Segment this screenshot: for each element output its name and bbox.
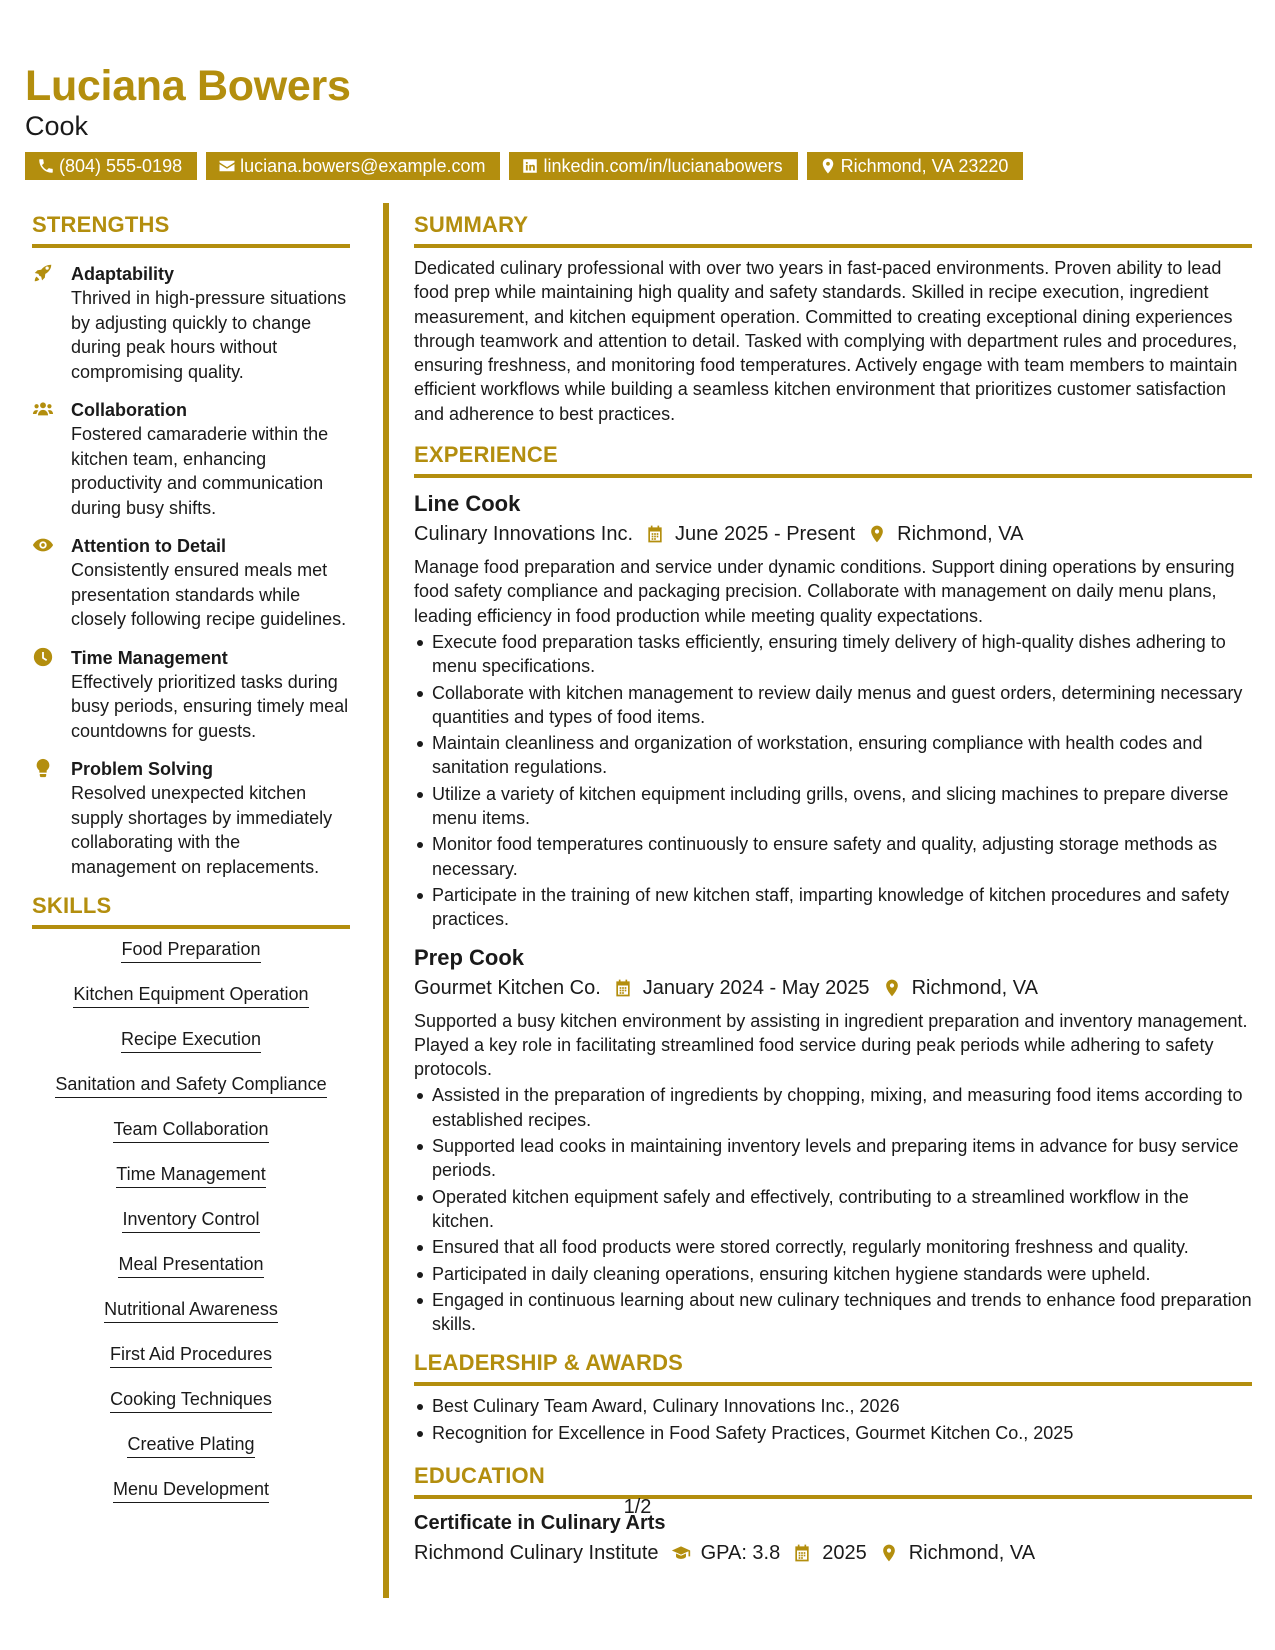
strength-item bbox=[32, 534, 350, 632]
job-entry bbox=[414, 944, 1252, 1337]
job-meta bbox=[414, 974, 1252, 1002]
strength-desc: Fostered camaraderie within the kitchen team, enhancing productivity and communication during busy shifts. bbox=[71, 424, 329, 518]
skills-heading: SKILLS bbox=[32, 893, 350, 929]
list-item: Best Culinary Team Award, Culinary Innovations Inc., 2026 bbox=[414, 1394, 1252, 1418]
contact-email-text: luciana.bowers@example.com bbox=[240, 156, 486, 176]
skill-item: Creative Plating bbox=[127, 1432, 254, 1458]
education-year: 2025 bbox=[822, 1541, 867, 1564]
education-heading: EDUCATION bbox=[414, 1463, 1252, 1499]
left-column bbox=[32, 212, 350, 1522]
skill-item: Nutritional Awareness bbox=[104, 1297, 278, 1323]
list-item: Engaged in continuous learning about new culinary techniques and trends to enhance food preparation skills. bbox=[414, 1288, 1252, 1337]
list-item: Assisted in the preparation of ingredients by chopping, mixing, and measuring food items according to established recipes. bbox=[414, 1083, 1252, 1132]
education-gpa: GPA: 3.8 bbox=[700, 1541, 781, 1564]
list-item: Collaborate with kitchen management to review daily menus and guest orders, determining necessary quantities and types of food items. bbox=[414, 681, 1252, 730]
education-meta bbox=[414, 1539, 1252, 1567]
users-icon bbox=[32, 398, 54, 420]
job-location: Richmond, VA bbox=[897, 523, 1024, 546]
list-item: Operated kitchen equipment safely and effectively, contributing to a streamlined workflow in the kitchen. bbox=[414, 1185, 1252, 1234]
list-item: Maintain cleanliness and organization of workstation, ensuring compliance with health codes and sanitation regulations. bbox=[414, 731, 1252, 780]
column-divider bbox=[383, 203, 389, 1598]
education-degree: Certificate in Culinary Arts bbox=[414, 1511, 666, 1534]
linkedin-icon bbox=[521, 157, 539, 175]
list-item: Supported lead cooks in maintaining inventory levels and preparing items in advance for busy service periods. bbox=[414, 1134, 1252, 1183]
contact-phone[interactable] bbox=[25, 152, 197, 180]
skill-item: Recipe Execution bbox=[121, 1027, 261, 1053]
map-pin-icon bbox=[882, 978, 902, 998]
education-location: Richmond, VA bbox=[908, 1541, 1036, 1564]
skill-item: First Aid Procedures bbox=[110, 1342, 272, 1368]
map-pin-icon bbox=[867, 524, 887, 544]
skill-item: Kitchen Equipment Operation bbox=[73, 982, 308, 1008]
strength-title: Attention to Detail bbox=[71, 536, 226, 556]
strength-item bbox=[32, 398, 350, 520]
strength-title: Time Management bbox=[71, 647, 228, 668]
job-company: Culinary Innovations Inc. bbox=[414, 523, 634, 546]
eye-icon bbox=[32, 534, 54, 556]
lightbulb-icon bbox=[32, 757, 54, 779]
job-desc: Manage food preparation and service under dynamic conditions. Support dining operations by ensuring food safety compliance and packaging precision. Collaborate with management on daily menu plans, leading efficiency in food production while meeting quality expectations. bbox=[414, 557, 1235, 626]
contact-location-text: Richmond, VA 23220 bbox=[840, 156, 1009, 176]
job-entry bbox=[414, 490, 1252, 931]
strengths-heading: STRENGTHS bbox=[32, 212, 350, 248]
list-item: Participated in daily cleaning operations, ensuring kitchen hygiene standards were upheld. bbox=[414, 1262, 1252, 1286]
contact-linkedin[interactable] bbox=[509, 152, 797, 180]
calendar-icon bbox=[613, 978, 633, 998]
job-bullets bbox=[414, 1083, 1252, 1336]
contact-phone-text: (804) 555-0198 bbox=[59, 156, 183, 176]
summary-heading: SUMMARY bbox=[414, 212, 1252, 248]
leadership-list bbox=[414, 1394, 1252, 1445]
strength-item bbox=[32, 757, 350, 879]
candidate-name: Luciana Bowers bbox=[25, 62, 351, 110]
list-item: Recognition for Excellence in Food Safety Practices, Gourmet Kitchen Co., 2025 bbox=[414, 1421, 1252, 1445]
education-school: Richmond Culinary Institute bbox=[414, 1541, 659, 1564]
job-bullets bbox=[414, 630, 1252, 932]
strength-item bbox=[32, 646, 350, 744]
envelope-icon bbox=[218, 157, 236, 175]
map-pin-icon bbox=[879, 1543, 899, 1563]
right-column bbox=[414, 212, 1252, 1567]
graduation-cap-icon bbox=[671, 1543, 691, 1563]
strength-desc: Consistently ensured meals met presentation standards while closely following recipe guidelines. bbox=[71, 560, 347, 629]
job-role: Prep Cook bbox=[414, 944, 525, 970]
strengths-list bbox=[32, 262, 350, 879]
skill-item: Team Collaboration bbox=[113, 1117, 268, 1143]
job-location: Richmond, VA bbox=[911, 976, 1038, 999]
strength-title: Collaboration bbox=[71, 400, 187, 420]
job-role: Line Cook bbox=[414, 491, 521, 517]
list-item: Execute food preparation tasks efficiently, ensuring timely delivery of high-quality dishes adhering to menu specifications. bbox=[414, 630, 1252, 679]
strength-desc: Thrived in high-pressure situations by adjusting quickly to change during peak hours without compromising quality. bbox=[71, 288, 347, 382]
map-pin-icon bbox=[819, 157, 837, 175]
skill-item: Food Preparation bbox=[121, 937, 260, 963]
strength-desc: Resolved unexpected kitchen supply shortages by immediately collaborating with the management on replacements. bbox=[71, 783, 333, 877]
list-item: Utilize a variety of kitchen equipment including grills, ovens, and slicing machines to prepare diverse menu items. bbox=[414, 782, 1252, 831]
contact-bar bbox=[25, 152, 1023, 180]
summary-text: Dedicated culinary professional with over two years in fast-paced environments. Proven ability to lead food prep while maintaining high quality and safety standards. Skilled in recipe execution, ingredient measurement, and kitchen equipment operation. Committed to creating exceptional dining experiences through teamwork and attention to detail. Tasked with complying with department rules and procedures, ensuring freshness, and monitoring food temperatures. Actively engage with team members to maintain efficient workflows while building a seamless kitchen environment that prioritizes customer satisfaction and adherence to best practices. bbox=[414, 258, 1238, 424]
job-desc: Supported a busy kitchen environment by assisting in ingredient preparation and inventory management. Played a key role in facilitating streamlined food service during peak periods while adhering to safety protocols. bbox=[414, 1010, 1248, 1080]
skill-item: Sanitation and Safety Compliance bbox=[55, 1072, 326, 1098]
experience-heading: EXPERIENCE bbox=[414, 442, 1252, 478]
clock-icon bbox=[32, 646, 54, 668]
page-number: 1/2 bbox=[623, 1496, 652, 1518]
job-company: Gourmet Kitchen Co. bbox=[414, 976, 601, 999]
job-dates: June 2025 - Present bbox=[675, 523, 856, 546]
list-item: Monitor food temperatures continuously to ensure safety and quality, adjusting storage methods as necessary. bbox=[414, 832, 1252, 881]
candidate-title: Cook bbox=[25, 111, 89, 141]
job-dates: January 2024 - May 2025 bbox=[642, 976, 870, 999]
skill-item: Time Management bbox=[116, 1162, 265, 1188]
list-item: Ensured that all food products were stored correctly, regularly monitoring freshness and quality. bbox=[414, 1235, 1252, 1259]
phone-icon bbox=[37, 157, 55, 175]
calendar-icon bbox=[645, 524, 665, 544]
strength-item bbox=[32, 262, 350, 384]
list-item: Participate in the training of new kitchen staff, imparting knowledge of kitchen procedures and safety practices. bbox=[414, 883, 1252, 932]
strength-desc: Effectively prioritized tasks during busy periods, ensuring timely meal countdowns for guests. bbox=[71, 671, 349, 741]
skill-item: Meal Presentation bbox=[118, 1252, 263, 1278]
calendar-icon bbox=[792, 1543, 812, 1563]
leadership-heading: LEADERSHIP & AWARDS bbox=[414, 1350, 1252, 1386]
skill-item: Cooking Techniques bbox=[110, 1387, 272, 1413]
contact-location bbox=[807, 152, 1024, 180]
contact-email[interactable] bbox=[206, 152, 500, 180]
skill-item: Inventory Control bbox=[122, 1207, 259, 1233]
job-meta bbox=[414, 520, 1252, 548]
skill-item: Menu Development bbox=[113, 1477, 269, 1503]
contact-linkedin-text: linkedin.com/in/lucianabowers bbox=[543, 156, 783, 176]
strength-title: Adaptability bbox=[71, 264, 175, 284]
rocket-icon bbox=[32, 262, 54, 284]
strength-title: Problem Solving bbox=[71, 759, 214, 779]
skills-list bbox=[32, 937, 350, 1522]
